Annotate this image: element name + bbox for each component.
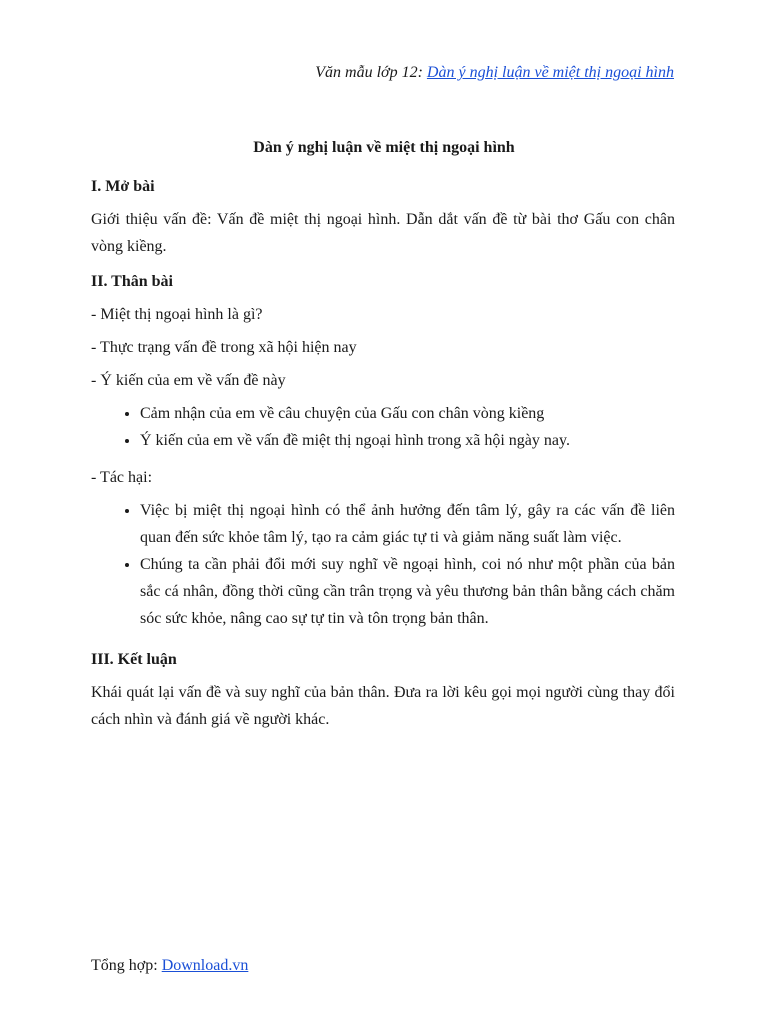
page-header [315,64,674,82]
footer-source-link[interactable]: Download.vn [161,957,249,974]
document-body [91,173,675,739]
intro-paragraph: Giới thiệu vấn đề: Vấn đề miệt thị ngoại hình. Dẫn dắt vấn đề từ bài thơ Gấu con chân vòng kiềng. [91,211,675,255]
body-item: - Ý kiến của em về vấn đề này [91,372,286,389]
header-article-link[interactable]: Dàn ý nghị luận về miệt thị ngoại hình [426,64,674,81]
page-footer [91,957,248,975]
footer-prefix: Tổng hợp: [91,957,158,974]
opinion-bullet-list [91,400,675,454]
section-heading-conclusion: III. Kết luận [91,651,177,668]
section-heading-body: II. Thân bài [91,273,173,290]
list-item: • Việc bị miệt thị ngoại hình có thể ảnh hưởng đến tâm lý, gây ra các vấn đề liên quan đến sức khỏe tâm lý, tạo ra cảm giác tự ti và giảm năng suất làm việc. [140,497,675,551]
body-item: - Miệt thị ngoại hình là gì? [91,306,263,323]
body-item: - Thực trạng vấn đề trong xã hội hiện nay [91,339,357,356]
section-heading-intro: I. Mở bài [91,178,155,195]
list-item: • Chúng ta cần phải đổi mới suy nghĩ về ngoại hình, coi nó như một phần của bản sắc cá nhân, đồng thời cũng cần trân trọng và yêu thương bản thân bằng cách chăm sóc sức khỏe, nâng cao sự tự tin và tôn trọng bản thân. [140,551,675,632]
list-item: • Ý kiến của em về vấn đề miệt thị ngoại hình trong xã hội ngày nay. [140,427,675,454]
harm-label: - Tác hại: [91,469,153,486]
list-item: • Cảm nhận của em về câu chuyện của Gấu con chân vòng kiềng [140,400,675,427]
header-prefix: Văn mẫu lớp 12: [315,64,423,81]
conclusion-paragraph: Khái quát lại vấn đề và suy nghĩ của bản thân. Đưa ra lời kêu gọi mọi người cùng thay đổi cách nhìn và đánh giá về người khác. [91,684,675,728]
harm-bullet-list [91,497,675,632]
document-title: Dàn ý nghị luận về miệt thị ngoại hình [253,139,515,156]
